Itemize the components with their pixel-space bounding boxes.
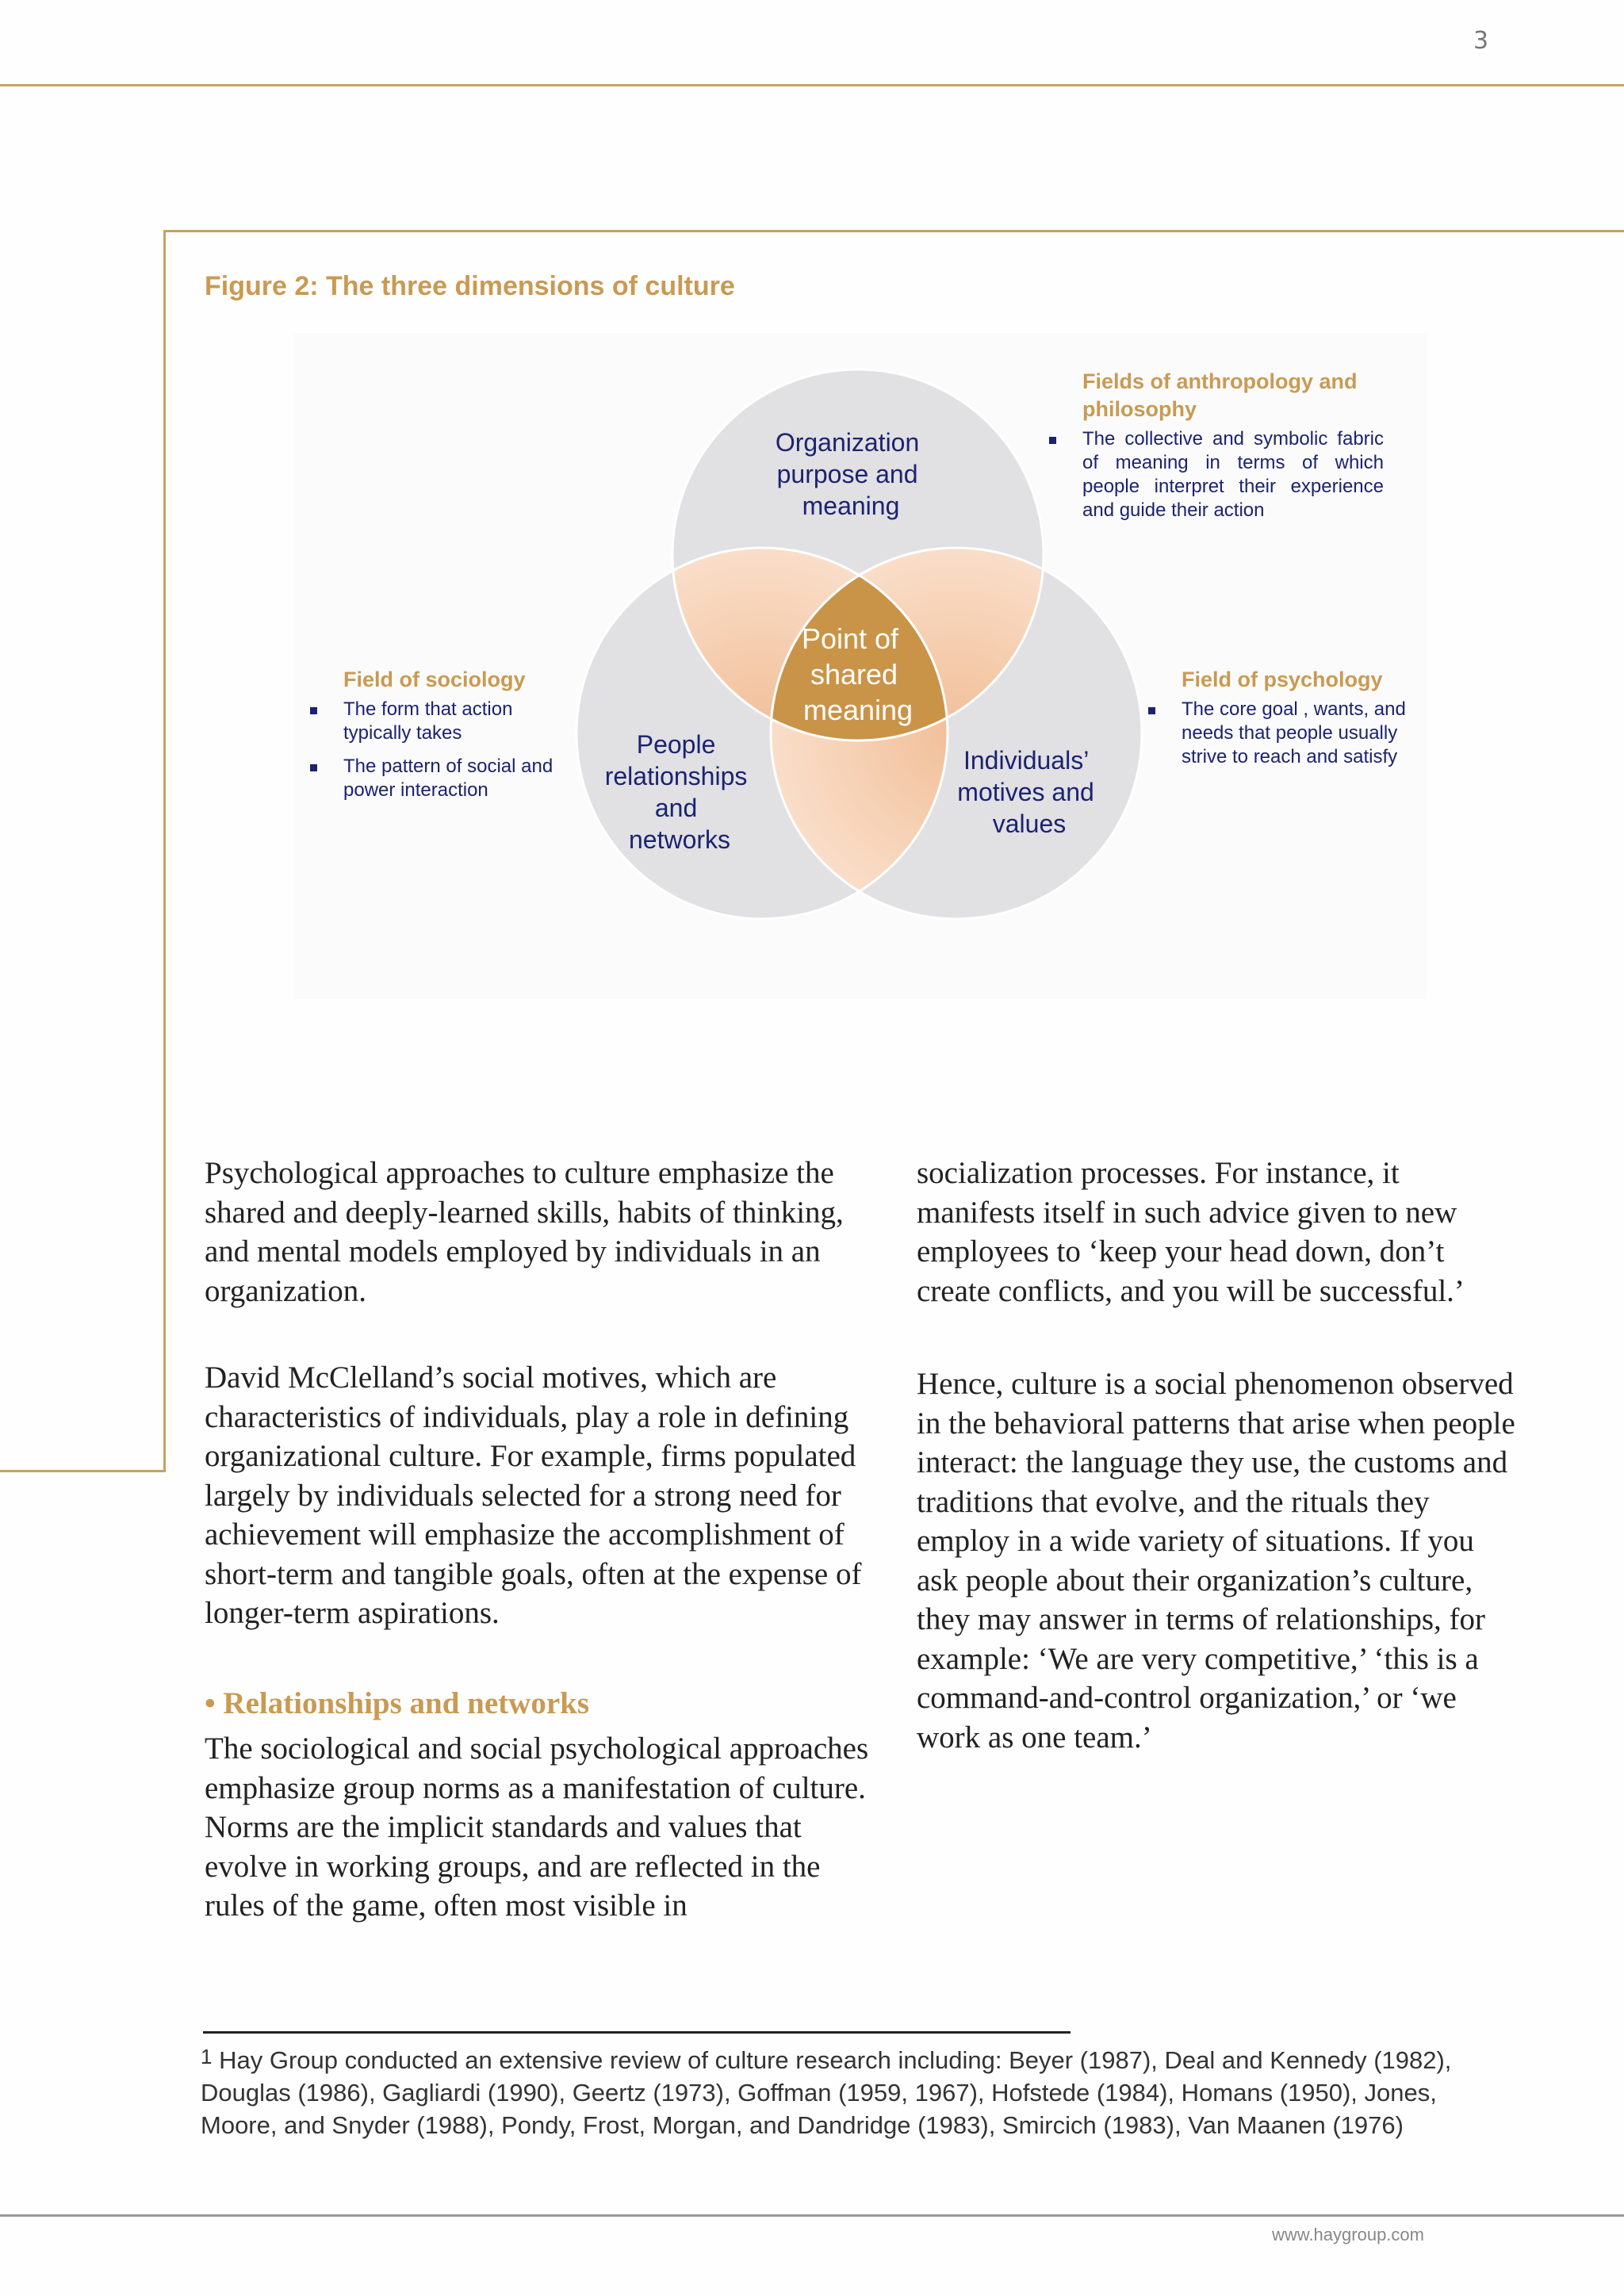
field-anthropology-title: Fields of anthropology and philosophy [1082,369,1358,421]
field-psychology [1182,666,1423,779]
footnote-divider [203,2031,1071,2034]
field-anthropology-item: The collective and symbolic fabric of meaning in terms of which people interpret their experience and guide their action [1082,427,1384,522]
figure-caption: Figure 2: The three dimensions of culture [205,271,735,301]
footnote [201,2044,1501,2141]
header-divider [0,84,1624,86]
paragraph: socialization processes. For instance, it manifests itself in such advice given to new employees to ‘keep your head down, don’t create conflicts, and you will be successful.’ [917,1156,1465,1308]
field-sociology [343,666,581,812]
body-right-column [917,1154,1519,1757]
footer-url[interactable]: www.haygroup.com [1272,2225,1424,2244]
paragraph: Hence, culture is a social phenomenon observed in the behavioral patterns that arise when people interact: the language they use, the customs and traditions that evolve, and the rituals they employ in a wide variety of situations. If you ask people about their organization’s culture, they may answer in terms of relationships, for example: ‘We are very competitive,’ ‘this is a command-and-control organization,’ or ‘we work as one team.’ [917,1367,1515,1755]
field-psychology-item: The core goal , wants, and needs that people usually strive to reach and satisfy [1182,698,1423,769]
field-sociology-title: Field of sociology [343,668,526,691]
paragraph: The sociological and social psychological approaches emphasize group norms as a manifestation of culture. Norms are the implicit standards and values that evolve in working groups, and are reflected in the rules of the game, often most visible in [205,1732,869,1923]
page-number: 3 [1473,27,1489,55]
field-anthropology [1082,368,1384,532]
section-heading: • Relationships and networks [205,1686,590,1720]
figure-frame-bottom [0,1470,166,1472]
field-psychology-title: Field of psychology [1182,668,1383,691]
figure-frame-top [163,230,1624,232]
circle-label-organization: Organization purpose and meaning [775,428,920,520]
footnote-text: Hay Group conducted an extensive review of culture research including: Beyer (1987), Deal and Kennedy (1982), Douglas (1986), Gagliardi (1990), Geertz (1973), Goffman (1959, 1967), Hofstede (1984), Homans (1950), Jones, Moore, and Snyder (1988), Pondy, Frost, Morgan, and Dandridge (1983), Smircich (1983), Van Maanen (1976) [201,2046,1452,2139]
footer-divider [0,2214,1624,2217]
center-label: Point of shared meaning [801,622,914,726]
footnote-marker: 1 [201,2045,213,2068]
field-sociology-item: The form that action typically takes [343,698,581,745]
paragraph: David McClelland’s social motives, which are characteristics of individuals, play a role in defining organizational culture. For example, firms populated largely by individuals selected for a strong need for achievement will emphasize the accomplishment of short-term and tangible goals, often at the expense of longer-term aspirations. [205,1360,862,1630]
circle-label-individuals: Individuals’ motives and values [957,746,1094,838]
circle-label-people: People relationships and networks [604,730,748,854]
body-left-column [205,1154,887,1926]
venn-diagram [555,349,1158,936]
paragraph: Psychological approaches to culture emphasize the shared and deeply-learned skills, habits of thinking, and mental models employed by individuals in an organization. [205,1156,844,1308]
figure-frame-left [163,230,166,1471]
field-sociology-item: The pattern of social and power interaction [343,755,581,802]
